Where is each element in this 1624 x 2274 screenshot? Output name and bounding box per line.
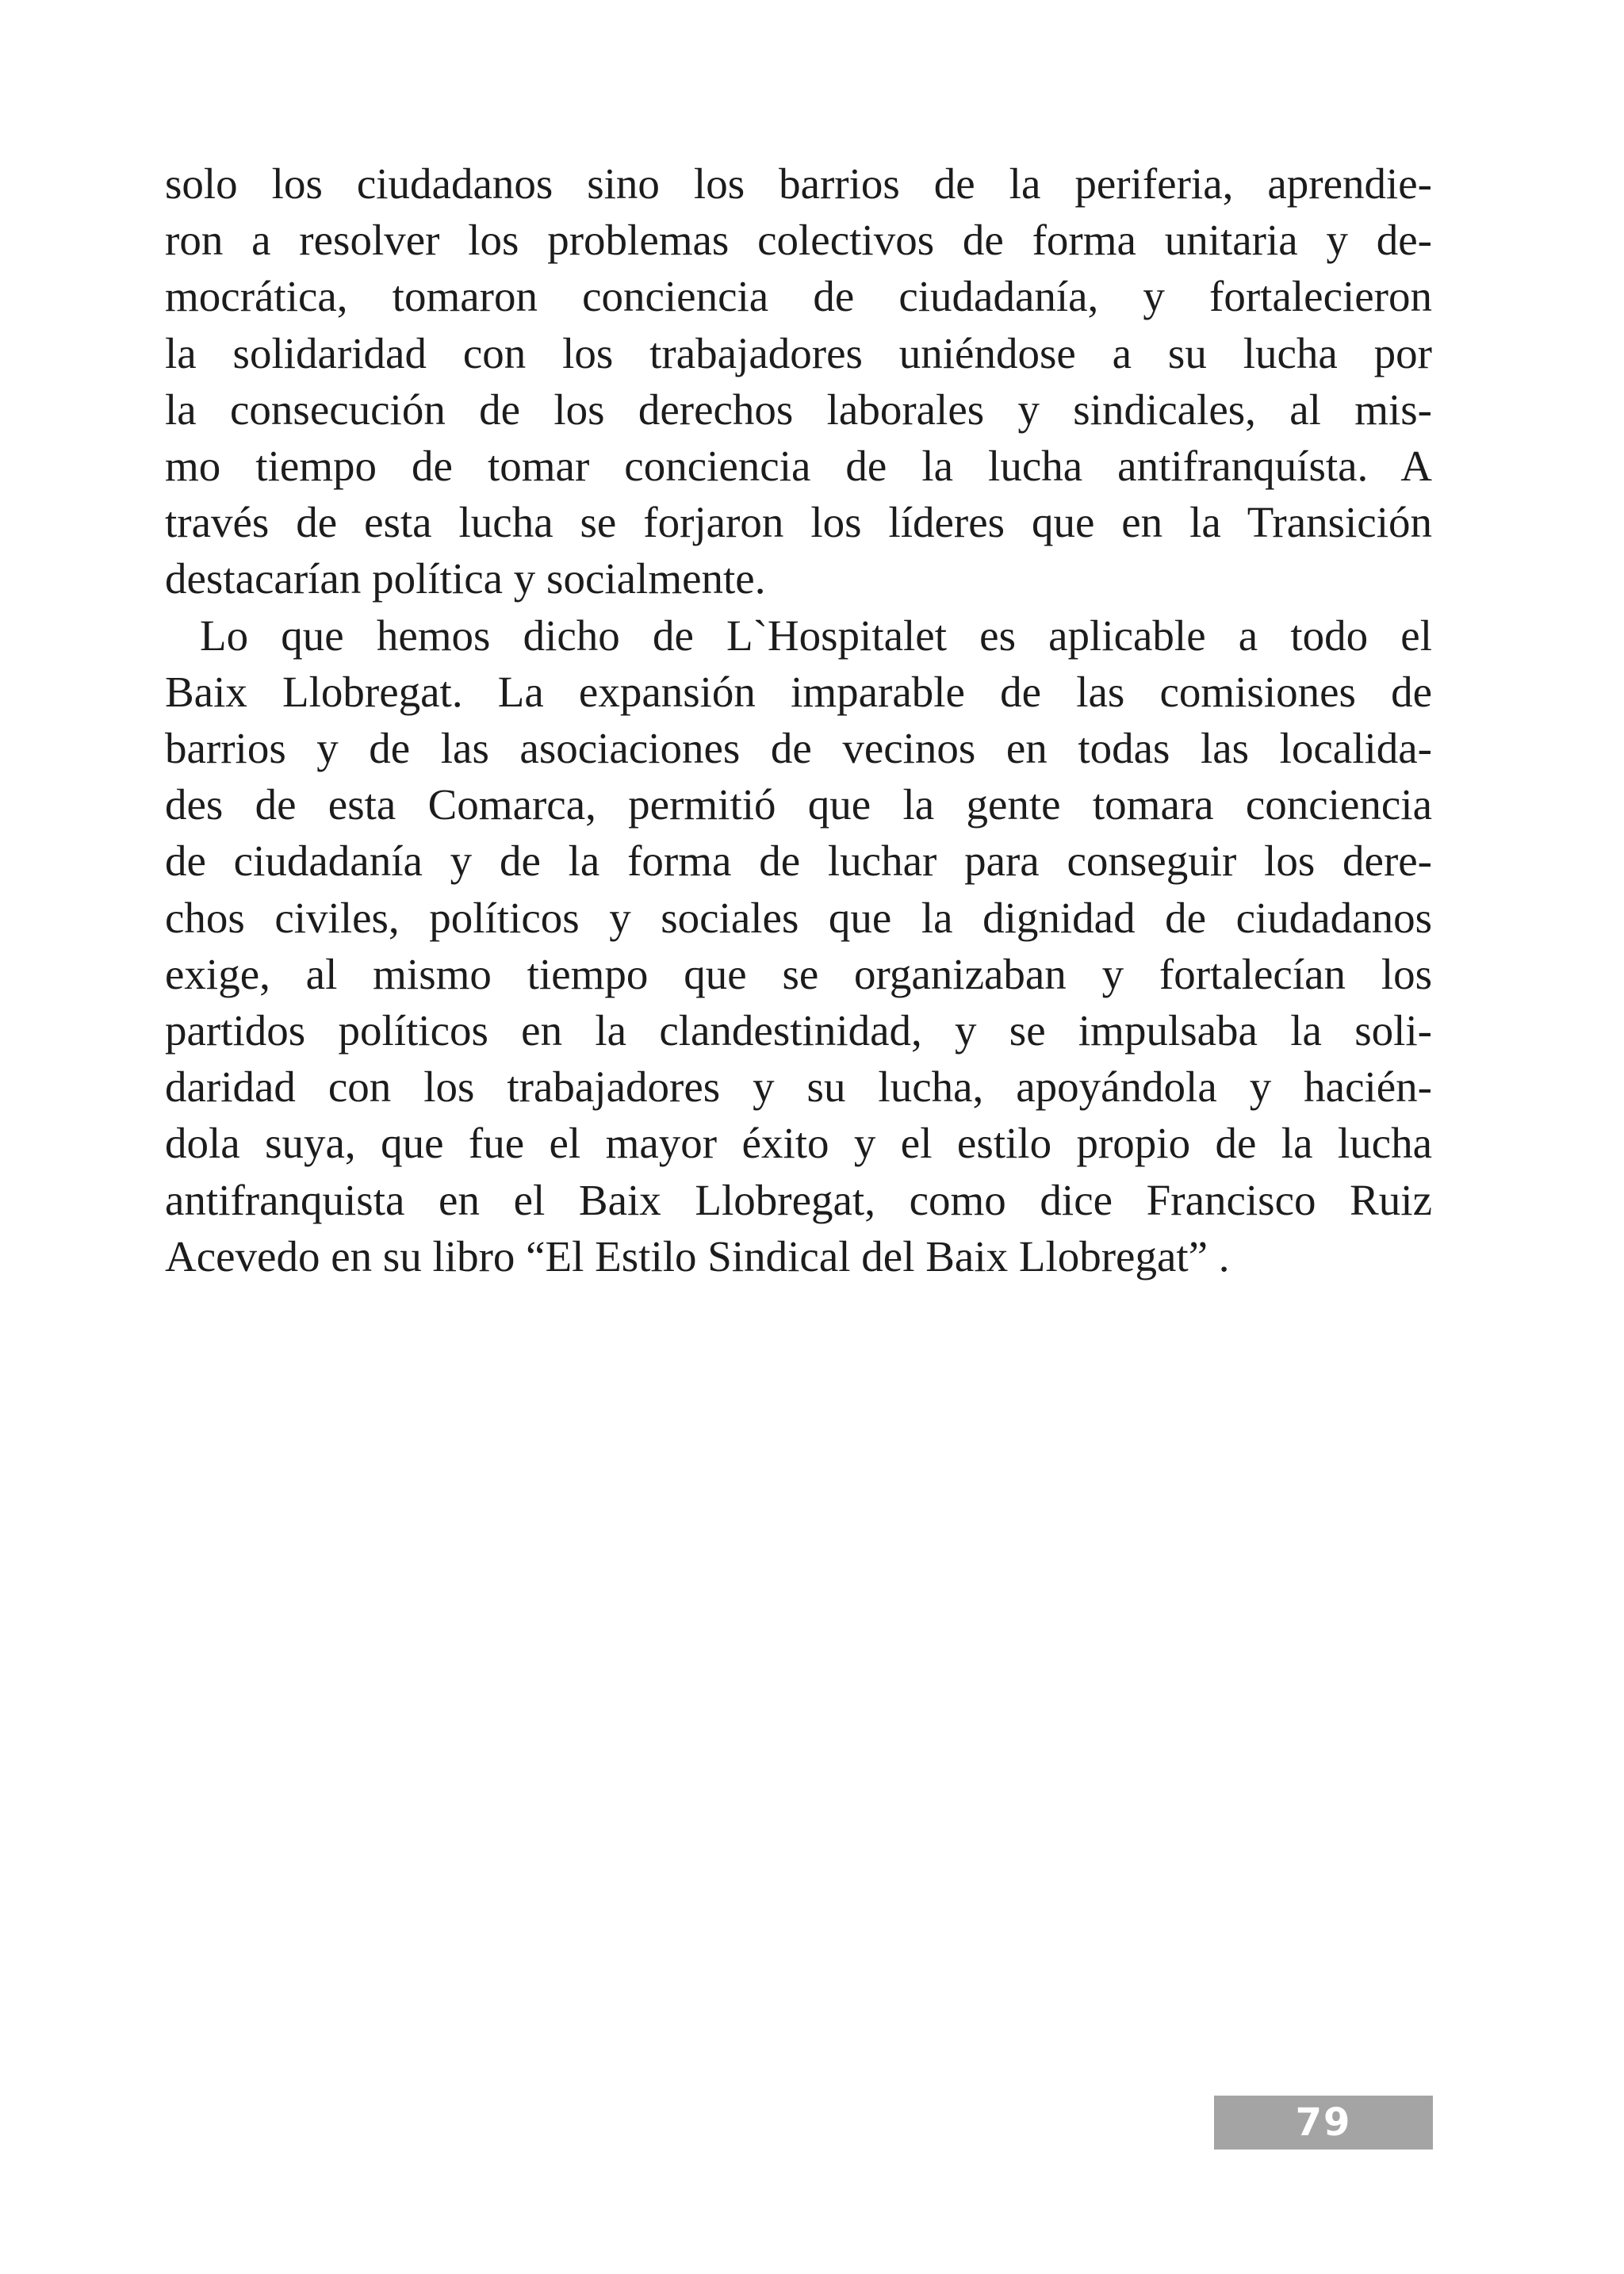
- text-line: Lo que hemos dicho de L`Hospitalet es aplicable a todo el: [200, 611, 1432, 660]
- text-line: barrios y de las asociaciones de vecinos en todas las localida-: [165, 724, 1432, 773]
- text-line: partidos políticos en la clandestinidad, y se impulsaba la soli-: [165, 1006, 1432, 1055]
- paragraph-2: [165, 607, 1432, 1284]
- text-line: la solidaridad con los trabajadores uniéndose a su lucha por: [165, 328, 1432, 377]
- text-line: exige, al mismo tiempo que se organizaban y fortalecían los: [165, 949, 1432, 998]
- text-line: antifranquista en el Baix Llobregat, como dice Francisco Ruiz: [165, 1175, 1432, 1224]
- page-number-badge: [1214, 2096, 1433, 2150]
- page-number: 79: [1295, 2100, 1352, 2145]
- text-line: Baix Llobregat. La expansión imparable de las comisiones de: [165, 667, 1432, 716]
- paragraph-1: [165, 155, 1432, 607]
- text-line: través de esta lucha se forjaron los líderes que en la Transición: [165, 498, 1432, 547]
- text-line: Acevedo en su libro “El Estilo Sindical del Baix Llobregat” .: [165, 1231, 1230, 1281]
- text-line: de ciudadanía y de la forma de luchar para conseguir los dere-: [165, 836, 1432, 886]
- text-line: dola suya, que fue el mayor éxito y el estilo propio de la lucha: [165, 1119, 1432, 1168]
- body-text: [165, 155, 1432, 1284]
- text-line: daridad con los trabajadores y su lucha, apoyándola y hacién-: [165, 1062, 1432, 1112]
- text-line: des de esta Comarca, permitió que la gente tomara conciencia: [165, 780, 1432, 829]
- text-line: destacarían política y socialmente.: [165, 554, 766, 603]
- text-line: chos civiles, políticos y sociales que la dignidad de ciudadanos: [165, 893, 1432, 942]
- text-line: ron a resolver los problemas colectivos de forma unitaria y de-: [165, 216, 1432, 265]
- text-line: la consecución de los derechos laborales y sindicales, al mis-: [165, 385, 1432, 434]
- text-line: mocrática, tomaron conciencia de ciudadanía, y fortalecieron: [165, 272, 1432, 321]
- text-line: mo tiempo de tomar conciencia de la lucha antifranquísta. A: [165, 442, 1432, 491]
- text-line: solo los ciudadanos sino los barrios de la periferia, aprendie-: [165, 159, 1432, 208]
